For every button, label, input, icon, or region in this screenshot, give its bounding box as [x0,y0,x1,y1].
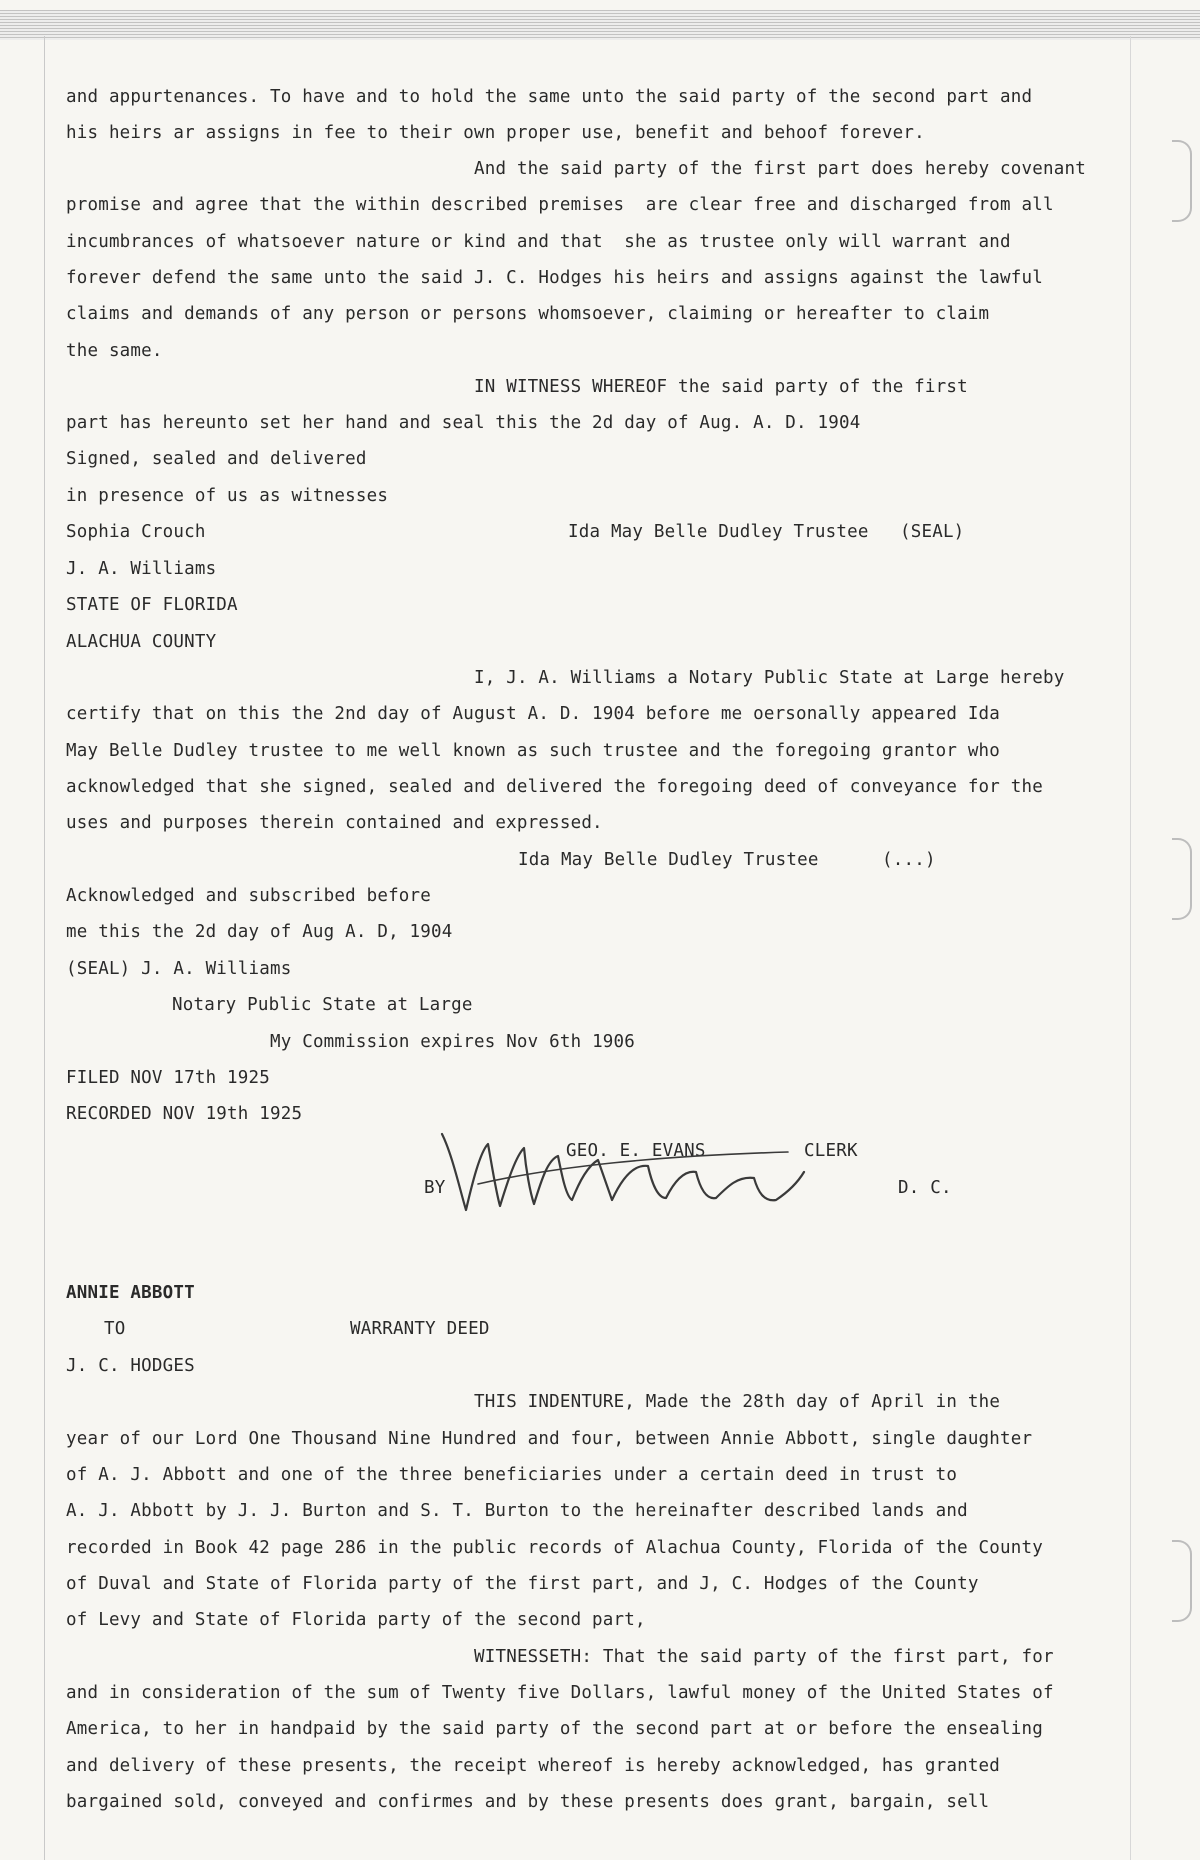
scan-top-edge [0,10,1200,40]
grantor-signature-name: Ida May Belle Dudley Trustee [518,850,819,870]
binder-hole-icon [1172,1540,1192,1622]
deed-text-line: and appurtenances. To have and to hold the same unto the said party of the second part and [66,87,1033,107]
deed-text-line: forever defend the same unto the said J. C. Hodges his heirs and assigns against the lawful [66,268,1043,288]
witness-name: Sophia Crouch [66,522,206,542]
notary-title: Notary Public State at Large [172,995,473,1015]
deed-text-line: me this the 2d day of Aug A. D, 1904 [66,922,453,942]
witness-name: J. A. Williams [66,559,217,579]
handwritten-signature-icon [438,1126,808,1218]
deed-text-line: the same. [66,341,163,361]
deed-text-line: I, J. A. Williams a Notary Public State at Large hereby [474,668,1065,688]
deed-text-line: certify that on this the 2nd day of August A. D. 1904 before me oersonally appeared Ida [66,704,1001,724]
deed-text-line: his heirs ar assigns in fee to their own proper use, benefit and behoof forever. [66,123,925,143]
commission-expiry: My Commission expires Nov 6th 1906 [270,1032,636,1052]
grantor-signature-name: Ida May Belle Dudley Trustee [568,522,869,542]
left-margin-rule [44,36,45,1860]
seal-mark: (...) [882,850,936,870]
deed-text-line: in presence of us as witnesses [66,486,389,506]
deed-text-line: year of our Lord One Thousand Nine Hundred and four, between Annie Abbott, single daughter [66,1429,1033,1449]
deed-text-line: promise and agree that the within described premises are clear free and discharged from all [66,195,1054,215]
deed-text-line: of Duval and State of Florida party of the first part, and J, C. Hodges of the County [66,1574,979,1594]
right-margin-rule [1130,36,1131,1860]
deed-text-line: America, to her in handpaid by the said party of the second part at or before the ensealing [66,1719,1043,1739]
grantee-heading: J. C. HODGES [66,1356,195,1376]
deputy-clerk-label: D. C. [898,1178,952,1198]
deed-text-line: and delivery of these presents, the receipt whereof is hereby acknowledged, has granted [66,1756,1001,1776]
recorded-date: RECORDED NOV 19th 1925 [66,1104,303,1124]
deed-text-line: uses and purposes therein contained and expressed. [66,813,603,833]
binder-hole-icon [1172,140,1192,222]
notary-name: (SEAL) J. A. Williams [66,959,292,979]
state-heading: STATE OF FLORIDA [66,595,238,615]
deed-text-line: IN WITNESS WHEREOF the said party of the first [474,377,968,397]
clerk-title: CLERK [804,1141,858,1161]
grantor-heading: ANNIE ABBOTT [66,1283,195,1303]
deed-text-line: THIS INDENTURE, Made the 28th day of April in the [474,1392,1001,1412]
deed-text-line: of Levy and State of Florida party of the second part, [66,1610,646,1630]
deed-text-line: A. J. Abbott by J. J. Burton and S. T. Burton to the hereinafter described lands and [66,1501,968,1521]
county-heading: ALACHUA COUNTY [66,632,217,652]
instrument-type: WARRANTY DEED [350,1319,490,1339]
deed-text-line: recorded in Book 42 page 286 in the public records of Alachua County, Florida of the County [66,1538,1043,1558]
deed-text-line: And the said party of the first part does hereby covenant [474,159,1086,179]
seal-mark: (SEAL) [900,522,965,542]
deed-text-line: Signed, sealed and delivered [66,449,367,469]
deed-text-line: acknowledged that she signed, sealed and delivered the foregoing deed of conveyance for the [66,777,1043,797]
deed-text-line: of A. J. Abbott and one of the three beneficiaries under a certain deed in trust to [66,1465,958,1485]
deed-text-line: bargained sold, conveyed and confirmes and by these presents does grant, bargain, sell [66,1792,990,1812]
deed-text-line: May Belle Dudley trustee to me well known as such trustee and the foregoing grantor who [66,741,1001,761]
deed-text-line: and in consideration of the sum of Twenty five Dollars, lawful money of the United States of [66,1683,1054,1703]
to-label: TO [104,1319,126,1339]
by-label: BY [424,1178,446,1198]
binder-hole-icon [1172,838,1192,920]
filed-date: FILED NOV 17th 1925 [66,1068,270,1088]
deed-text-line: part has hereunto set her hand and seal this the 2d day of Aug. A. D. 1904 [66,413,861,433]
deed-text-line: Acknowledged and subscribed before [66,886,432,906]
deed-text-line: WITNESSETH: That the said party of the first part, for [474,1647,1054,1667]
clerk-name: GEO. E. EVANS [566,1141,706,1161]
deed-text-line: incumbrances of whatsoever nature or kind and that she as trustee only will warrant and [66,232,1011,252]
deed-text-line: claims and demands of any person or persons whomsoever, claiming or hereafter to claim [66,304,990,324]
